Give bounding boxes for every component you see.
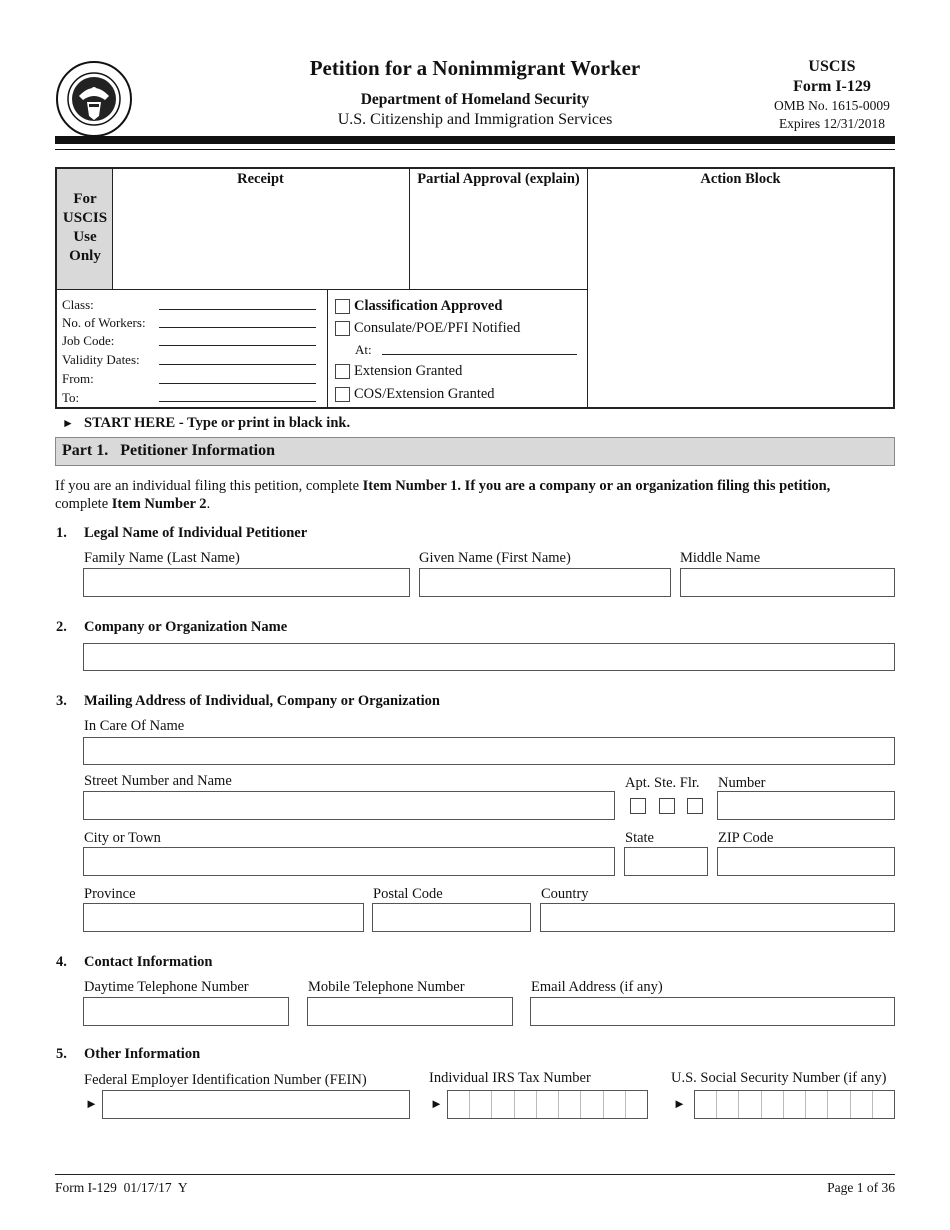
item2-number: 2. (56, 619, 67, 635)
ssn-digit-cell (739, 1091, 761, 1118)
consulate-notified-checkbox[interactable] (335, 321, 350, 336)
form-title: Petition for a Nonimmigrant Worker (309, 56, 641, 80)
agency-name: U.S. Citizenship and Immigration Services (337, 111, 613, 128)
receipt-label: Receipt (237, 171, 284, 187)
fein-arrow-icon: ► (85, 1096, 98, 1111)
item5-number: 5. (56, 1046, 67, 1062)
street-label: Street Number and Name (84, 773, 232, 789)
state-label: State (625, 830, 654, 846)
action-block-label: Action Block (700, 171, 781, 187)
ssn-digit-cell (762, 1091, 784, 1118)
ssn-arrow-icon: ► (673, 1096, 686, 1111)
uscis-field-job-code: Job Code: (62, 333, 115, 348)
lower-divider (327, 289, 328, 409)
company-name-input[interactable] (83, 643, 895, 671)
unit-number-label: Number (718, 775, 766, 791)
country-input[interactable] (540, 903, 895, 932)
postal-code-label: Postal Code (373, 886, 443, 902)
mobile-phone-label: Mobile Telephone Number (308, 979, 465, 995)
daytime-phone-input[interactable] (83, 997, 289, 1026)
fein-input[interactable] (102, 1090, 410, 1119)
postal-code-input[interactable] (372, 903, 531, 932)
ssn-input[interactable] (694, 1090, 895, 1119)
footer-page-number: Page 1 of 36 (827, 1180, 895, 1195)
item4-title: Contact Information (84, 954, 213, 970)
email-label: Email Address (if any) (531, 979, 663, 995)
irs-tax-input[interactable] (447, 1090, 648, 1119)
ssn-digit-cell (828, 1091, 850, 1118)
irs-tax-label: Individual IRS Tax Number (429, 1070, 591, 1086)
uscis-field-to: To: (62, 390, 80, 405)
partial-approval-label: Partial Approval (explain) (417, 171, 580, 187)
ssn-digit-cell (695, 1091, 717, 1118)
irs-digit-cell (604, 1091, 626, 1118)
middle-name-input[interactable] (680, 568, 895, 597)
item4-number: 4. (56, 954, 67, 970)
province-input[interactable] (83, 903, 364, 932)
city-label: City or Town (84, 830, 161, 846)
dhs-seal (55, 60, 133, 138)
part1-intro (55, 477, 900, 513)
workers-line[interactable] (159, 327, 316, 328)
country-label: Country (541, 886, 589, 902)
consulate-notified-label: Consulate/POE/PFI Notified (354, 320, 521, 336)
uscis-field-validity: Validity Dates: (62, 352, 140, 367)
care-of-input[interactable] (83, 737, 895, 765)
state-select[interactable] (624, 847, 708, 876)
unit-number-input[interactable] (717, 791, 895, 820)
extension-granted-checkbox[interactable] (335, 364, 350, 379)
item5-title: Other Information (84, 1046, 201, 1062)
footer-rule (55, 1174, 895, 1175)
class-line[interactable] (159, 309, 316, 310)
ssn-label: U.S. Social Security Number (if any) (671, 1070, 887, 1086)
email-input[interactable] (530, 997, 895, 1026)
row-divider (57, 289, 588, 290)
apt-ste-flr-label: Apt. Ste. Flr. (625, 775, 700, 791)
ssn-digit-cell (717, 1091, 739, 1118)
family-name-input[interactable] (83, 568, 410, 597)
irs-digit-cell (559, 1091, 581, 1118)
cos-extension-checkbox[interactable] (335, 387, 350, 402)
ssn-digit-cell (851, 1091, 873, 1118)
zip-input[interactable] (717, 847, 895, 876)
form-number: Form I-129 (793, 78, 871, 95)
uscis-use-block (55, 167, 895, 409)
ssn-digit-cell (806, 1091, 828, 1118)
irs-digit-cell (626, 1091, 647, 1118)
mobile-phone-input[interactable] (307, 997, 513, 1026)
irs-digit-cell (492, 1091, 514, 1118)
intro-part-b: Item Number 1. If you are a company or an organization filing this petition, (362, 478, 831, 494)
irs-digit-cell (537, 1091, 559, 1118)
extension-granted-label: Extension Granted (354, 363, 463, 379)
validity-line[interactable] (159, 364, 316, 365)
intro-part-c: complete (55, 496, 112, 512)
irs-digit-cell (581, 1091, 603, 1118)
intro-part-e: . (206, 496, 211, 512)
for-uscis-use-only-label: For USCIS Use Only (62, 191, 108, 264)
daytime-phone-label: Daytime Telephone Number (84, 979, 249, 995)
item1-number: 1. (56, 525, 67, 541)
flr-checkbox[interactable] (687, 798, 703, 814)
intro-part-a: If you are an individual filing this petition, complete (55, 478, 363, 494)
to-line[interactable] (159, 401, 316, 402)
care-of-label: In Care Of Name (84, 718, 185, 734)
given-name-label: Given Name (First Name) (419, 550, 571, 566)
uscis-field-class: Class: (62, 297, 94, 312)
irs-arrow-icon: ► (430, 1096, 443, 1111)
at-label: At: (355, 342, 372, 357)
department-name: Department of Homeland Security (360, 91, 590, 108)
classification-approved-label: Classification Approved (354, 298, 503, 314)
footer-form-id: Form I-129 01/17/17 Y (55, 1180, 188, 1195)
header-rule-thick (55, 136, 895, 144)
middle-name-label: Middle Name (680, 550, 761, 566)
irs-digit-cell (515, 1091, 537, 1118)
uscis-field-workers: No. of Workers: (62, 315, 146, 330)
start-here-text: START HERE - Type or print in black ink. (84, 415, 351, 431)
uscis-field-from: From: (62, 371, 94, 386)
city-input[interactable] (83, 847, 615, 876)
ssn-digit-cell (784, 1091, 806, 1118)
apt-checkbox[interactable] (630, 798, 646, 814)
item3-number: 3. (56, 693, 67, 709)
province-label: Province (84, 886, 136, 902)
item3-title: Mailing Address of Individual, Company or Organization (84, 693, 440, 709)
item1-title: Legal Name of Individual Petitioner (84, 525, 308, 541)
uscis-label: USCIS (808, 58, 856, 75)
irs-digit-cell (448, 1091, 470, 1118)
job-code-line[interactable] (159, 345, 316, 346)
header-rule-thin (55, 149, 895, 150)
at-line[interactable] (382, 354, 577, 355)
expiration-date: Expires 12/31/2018 (778, 116, 886, 131)
ssn-digit-cell (873, 1091, 894, 1118)
irs-digit-cell (470, 1091, 492, 1118)
cos-extension-label: COS/Extension Granted (354, 386, 495, 402)
omb-number: OMB No. 1615-0009 (774, 98, 890, 113)
given-name-input[interactable] (419, 568, 671, 597)
street-input[interactable] (83, 791, 615, 820)
item2-title: Company or Organization Name (84, 619, 288, 635)
from-line[interactable] (159, 383, 316, 384)
ste-checkbox[interactable] (659, 798, 675, 814)
classification-approved-checkbox[interactable] (335, 299, 350, 314)
part1-title: Part 1. Petitioner Information (62, 442, 275, 459)
fein-label: Federal Employer Identification Number (FEIN) (84, 1072, 367, 1088)
intro-part-d: Item Number 2 (111, 496, 207, 512)
start-arrow-icon: ► (62, 416, 74, 430)
family-name-label: Family Name (Last Name) (84, 550, 240, 566)
zip-label: ZIP Code (718, 830, 774, 846)
